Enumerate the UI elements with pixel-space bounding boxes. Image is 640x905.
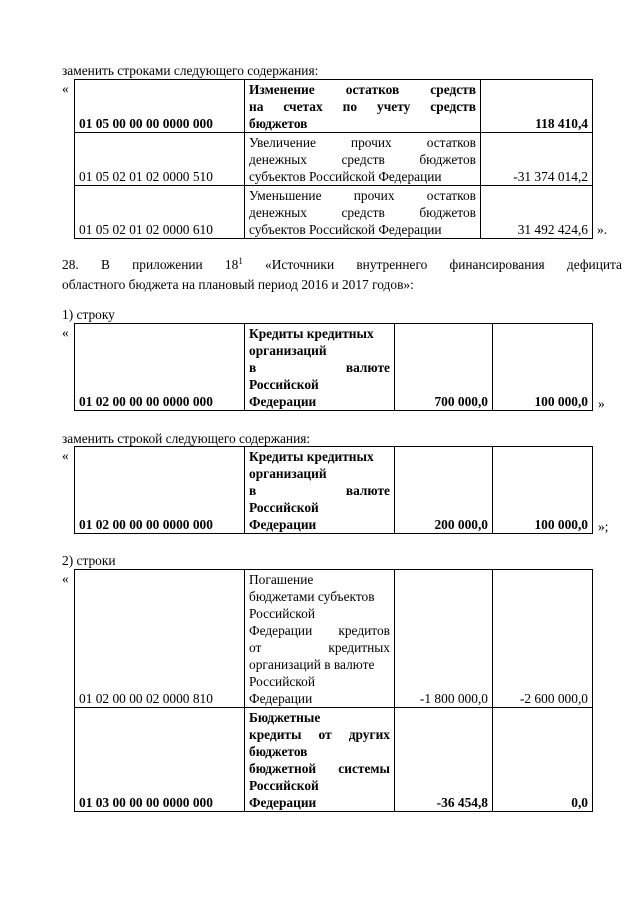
open-quote-3: «	[62, 448, 69, 463]
table-row	[75, 133, 593, 186]
close-quote-3: »;	[598, 519, 609, 534]
table-row	[75, 708, 593, 812]
row-name: Бюджетные кредиты от других бюджетов бюджетной системы Российской Федерации	[245, 708, 395, 812]
table-row	[75, 186, 593, 239]
row-value: -31 374 014,2	[481, 133, 593, 186]
value-2016: -1 800 000,0	[395, 570, 493, 708]
open-quote-4: «	[62, 571, 69, 586]
row-code: 01 02 00 00 00 0000 000	[75, 324, 245, 411]
row-name: Кредиты кредитных организаций в валюте Российской Федерации	[245, 324, 395, 411]
intro-text-1: заменить строками следующего содержания:	[62, 63, 319, 78]
item-1-label: 1) строку	[62, 307, 115, 322]
sources-table-4	[74, 569, 593, 812]
row-code: 01 05 02 01 02 0000 610	[75, 186, 245, 239]
close-quote-1: ».	[597, 222, 608, 237]
sources-table-3	[74, 446, 593, 534]
row-code: 01 03 00 00 00 0000 000	[75, 708, 245, 812]
close-quote-2: »	[598, 396, 605, 411]
row-code: 01 02 00 00 00 0000 000	[75, 447, 245, 534]
table-row	[75, 570, 593, 708]
value-2017: 0,0	[493, 708, 593, 812]
row-name: Изменение остатков средств на счетах по учету средств бюджетов	[245, 80, 481, 133]
paragraph-28: 28. В приложении $18^1$ «Источники внутреннего финансирования дефицита областного бюджета на плановый период 2016 и 2017 годов»:	[62, 256, 622, 292]
intro-text-2: заменить строкой следующего содержания:	[62, 431, 311, 446]
table-row	[75, 80, 593, 133]
value-2017: 100 000,0	[493, 324, 593, 411]
table-row	[75, 324, 593, 411]
row-name: Уменьшение прочих остатков денежных средств бюджетов субъектов Российской Федерации	[245, 186, 481, 239]
row-code: 01 02 00 00 02 0000 810	[75, 570, 245, 708]
value-2016: -36 454,8	[395, 708, 493, 812]
value-2017: 100 000,0	[493, 447, 593, 534]
row-name: Кредиты кредитных организаций в валюте Российской Федерации	[245, 447, 395, 534]
open-quote-1: «	[62, 81, 69, 96]
row-name: Увеличение прочих остатков денежных средств бюджетов субъектов Российской Федерации	[245, 133, 481, 186]
value-2016: 200 000,0	[395, 447, 493, 534]
value-2017: -2 600 000,0	[493, 570, 593, 708]
value-2016: 700 000,0	[395, 324, 493, 411]
row-value: 31 492 424,6	[481, 186, 593, 239]
sources-table-1	[74, 79, 593, 239]
open-quote-2: «	[62, 325, 69, 340]
table-row	[75, 447, 593, 534]
row-name: Погашение бюджетами субъектов Российской Федерации кредитов от кредитных организаций в валюте Российской Федерации	[245, 570, 395, 708]
item-2-label: 2) строки	[62, 553, 116, 568]
row-value: 118 410,4	[481, 80, 593, 133]
sources-table-2	[74, 323, 593, 411]
row-code: 01 05 02 01 02 0000 510	[75, 133, 245, 186]
row-code: 01 05 00 00 00 0000 000	[75, 80, 245, 133]
